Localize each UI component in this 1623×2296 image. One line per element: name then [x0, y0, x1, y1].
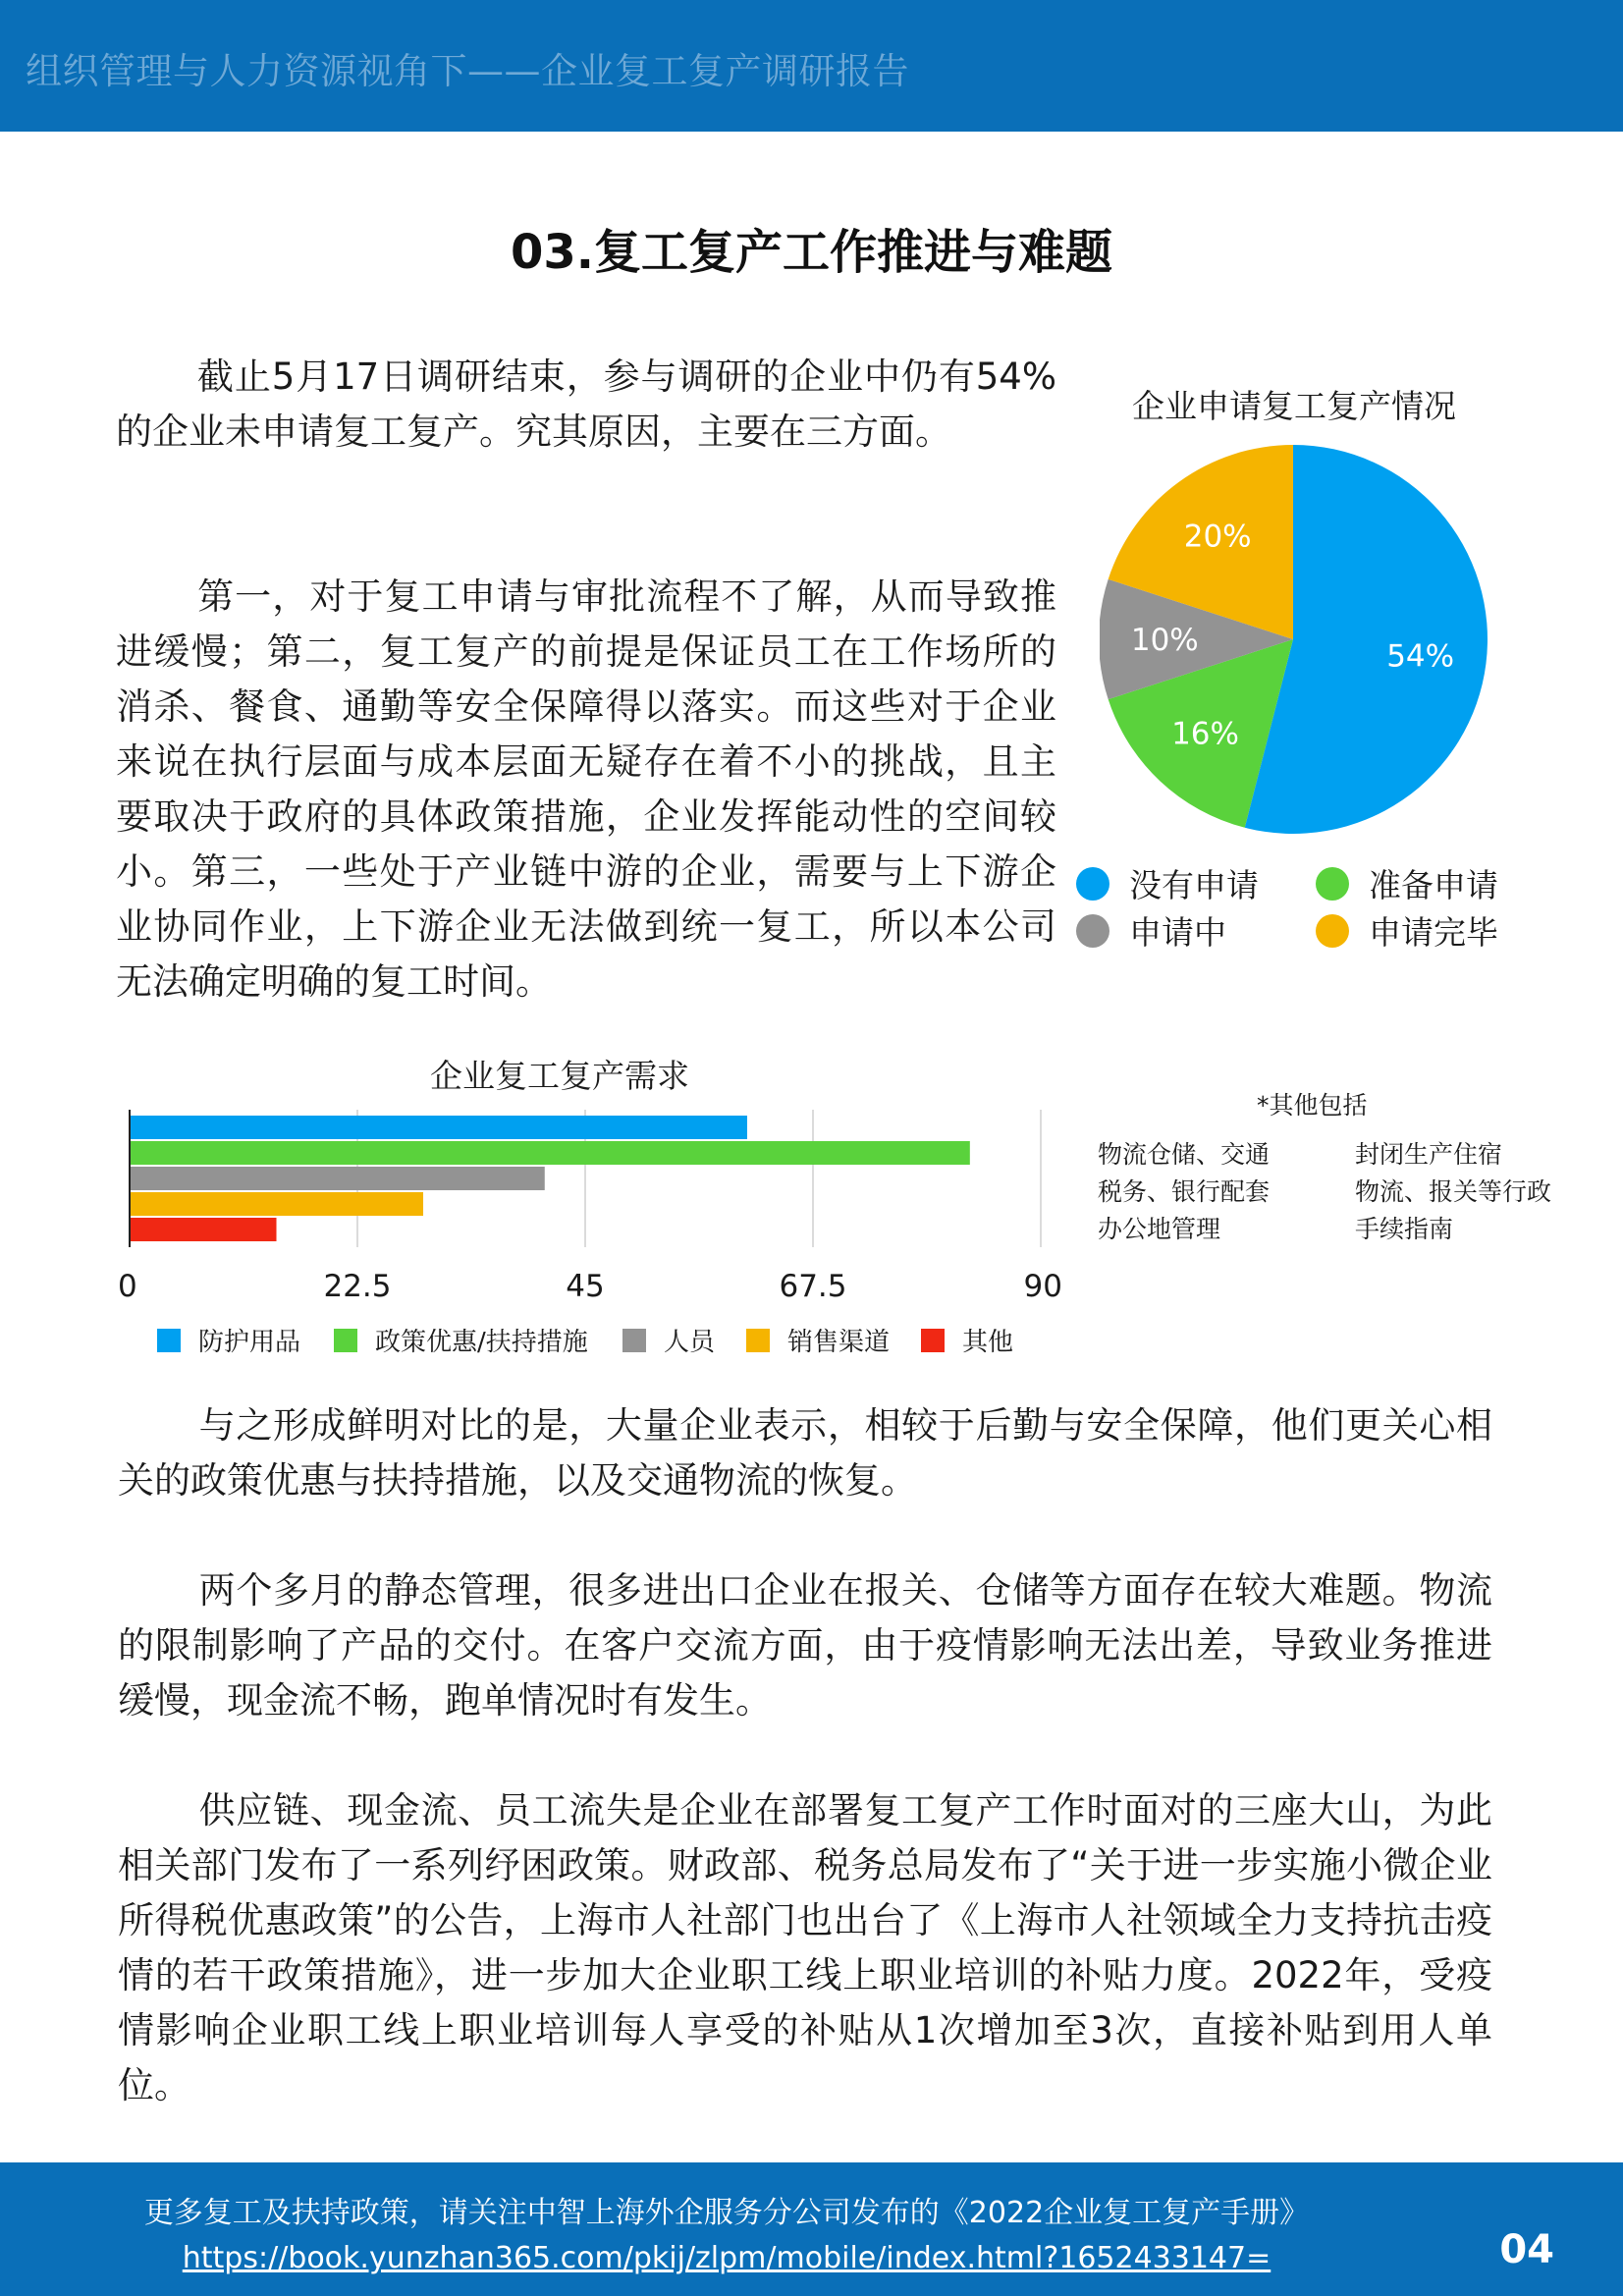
bar-legend-item — [921, 1322, 1013, 1358]
paragraph-2 — [116, 570, 1056, 1010]
legend-dot-icon — [1316, 867, 1349, 901]
legend-item-applying — [1076, 907, 1226, 954]
legend-dot-icon — [1076, 914, 1109, 948]
bar-rect — [131, 1141, 970, 1165]
legend-dot-icon — [1076, 867, 1109, 901]
legend-square-icon — [746, 1329, 770, 1352]
legend-item-preparing — [1316, 860, 1498, 906]
bar-legend-label: 其他 — [962, 1328, 1014, 1357]
page-header — [0, 0, 1623, 132]
paragraph-5-text: 供应链、现金流、员工流失是企业在部署复工复产工作时面对的三座大山，为此相关部门发布了一系列纾困政策。财政部、税务总局发布了“关于进一步实施小微企业所得税优惠政策”的公告，上海市人社部门也出台了《上海市人社领域全力支持抗击疫情的若干政策措施》，进一步加大企业职工线上职业培训的补贴力度。2022年，受疫情影响企业职工线上职业培训每人享受的补贴从1次增加至3次，直接补贴到用人单位。 — [118, 1789, 1492, 2106]
paragraph-4-text: 两个多月的静态管理，很多进出口企业在报关、仓储等方面存在较大难题。物流的限制影响了产品的交付。在客户交流方面，由于疫情影响无法出差，导致业务推进缓慢，现金流不畅，跑单情况时有发生。 — [118, 1569, 1492, 1722]
page-footer — [0, 2162, 1623, 2296]
legend-square-icon — [334, 1329, 357, 1352]
legend-label: 申请完毕 — [1369, 913, 1498, 952]
others-note-item: 税务、银行配套 — [1098, 1177, 1271, 1206]
legend-label: 申请中 — [1129, 913, 1226, 952]
legend-square-icon — [157, 1329, 181, 1352]
paragraph-2-text: 第一，对于复工申请与审批流程不了解，从而导致推进缓慢；第二，复工复产的前提是保证员工在工作场所的消杀、餐食、通勤等安全保障得以落实。而这些对于企业来说在执行层面与成本层面无疑存在着不小的挑战，且主要取决于政府的具体政策措施，企业发挥能动性的空间较小。第三，一些处于产业链中游的企业，需要与上下游企业协同作业，上下游企业无法做到统一复工，所以本公司无法确定明确的复工时间。 — [116, 575, 1056, 1003]
bar-legend-item — [622, 1322, 715, 1358]
paragraph-1-text: 截止5月17日调研结束，参与调研的企业中仍有54%的企业未申请复工复产。究其原因，主要在三方面。 — [116, 355, 1056, 453]
footer-text: 更多复工及扶持政策，请关注中智上海外企服务分公司发布的《2022企业复工复产手册》 — [143, 2196, 1310, 2230]
legend-item-completed — [1316, 907, 1498, 954]
bar-tick-label: 67.5 — [779, 1269, 847, 1304]
footer-link[interactable]: https://book.yunzhan365.com/pkij/zlpm/mobile/index.html?1652433147= — [182, 2241, 1271, 2275]
bar-legend-item — [334, 1322, 588, 1358]
section-title: 03.复工复产工作推进与难题 — [510, 225, 1113, 280]
page-number: 04 — [1499, 2227, 1554, 2272]
bar-rect — [131, 1192, 423, 1216]
pie-slice-label: 20% — [1183, 519, 1252, 555]
bar-tick-label: 45 — [566, 1269, 605, 1304]
pie-slice-label: 16% — [1171, 716, 1239, 752]
legend-label: 没有申请 — [1129, 866, 1259, 904]
others-note-item: 物流、报关等行政 — [1355, 1177, 1552, 1206]
legend-square-icon — [921, 1329, 945, 1352]
bar-legend-label: 政策优惠/扶持措施 — [375, 1328, 588, 1357]
bar-chart-title: 企业复工复产需求 — [430, 1057, 689, 1095]
bar-legend-label: 防护用品 — [198, 1328, 301, 1357]
legend-item-not-applied — [1076, 860, 1259, 906]
bar-rect — [131, 1218, 277, 1241]
others-note-title: *其他包括 — [1257, 1091, 1368, 1120]
pie-slice-label: 10% — [1130, 623, 1199, 658]
bar-tick-label: 22.5 — [323, 1269, 392, 1304]
others-note-item: 封闭生产住宿 — [1355, 1140, 1503, 1169]
bar-rect — [131, 1167, 545, 1190]
legend-dot-icon — [1316, 914, 1349, 948]
others-note-item: 物流仓储、交通 — [1098, 1140, 1271, 1169]
bar-tick-label: 0 — [118, 1269, 137, 1304]
paragraph-4 — [118, 1563, 1492, 1728]
pie-slice-label: 54% — [1386, 638, 1455, 675]
bar-legend-item — [157, 1322, 300, 1358]
bar-legend-item — [746, 1322, 890, 1358]
bar-rect — [131, 1116, 747, 1139]
paragraph-3 — [118, 1398, 1492, 1508]
bar-legend-label: 销售渠道 — [787, 1328, 891, 1357]
header-title: 组织管理与人力资源视角下——企业复工复产调研报告 — [26, 50, 909, 92]
bar-legend-label: 人员 — [664, 1328, 716, 1357]
paragraph-3-text: 与之形成鲜明对比的是，大量企业表示，相较于后勤与安全保障，他们更关心相关的政策优惠与扶持措施，以及交通物流的恢复。 — [118, 1404, 1492, 1502]
others-note-item: 办公地管理 — [1098, 1215, 1221, 1243]
others-note-item: 手续指南 — [1355, 1215, 1454, 1243]
pie-chart — [1100, 440, 1492, 839]
legend-square-icon — [622, 1329, 646, 1352]
pie-chart-title: 企业申请复工复产情况 — [1132, 387, 1456, 425]
paragraph-1 — [116, 350, 1056, 460]
bar-tick-label: 90 — [1023, 1269, 1062, 1304]
legend-label: 准备申请 — [1369, 866, 1498, 904]
paragraph-5 — [118, 1783, 1492, 2113]
